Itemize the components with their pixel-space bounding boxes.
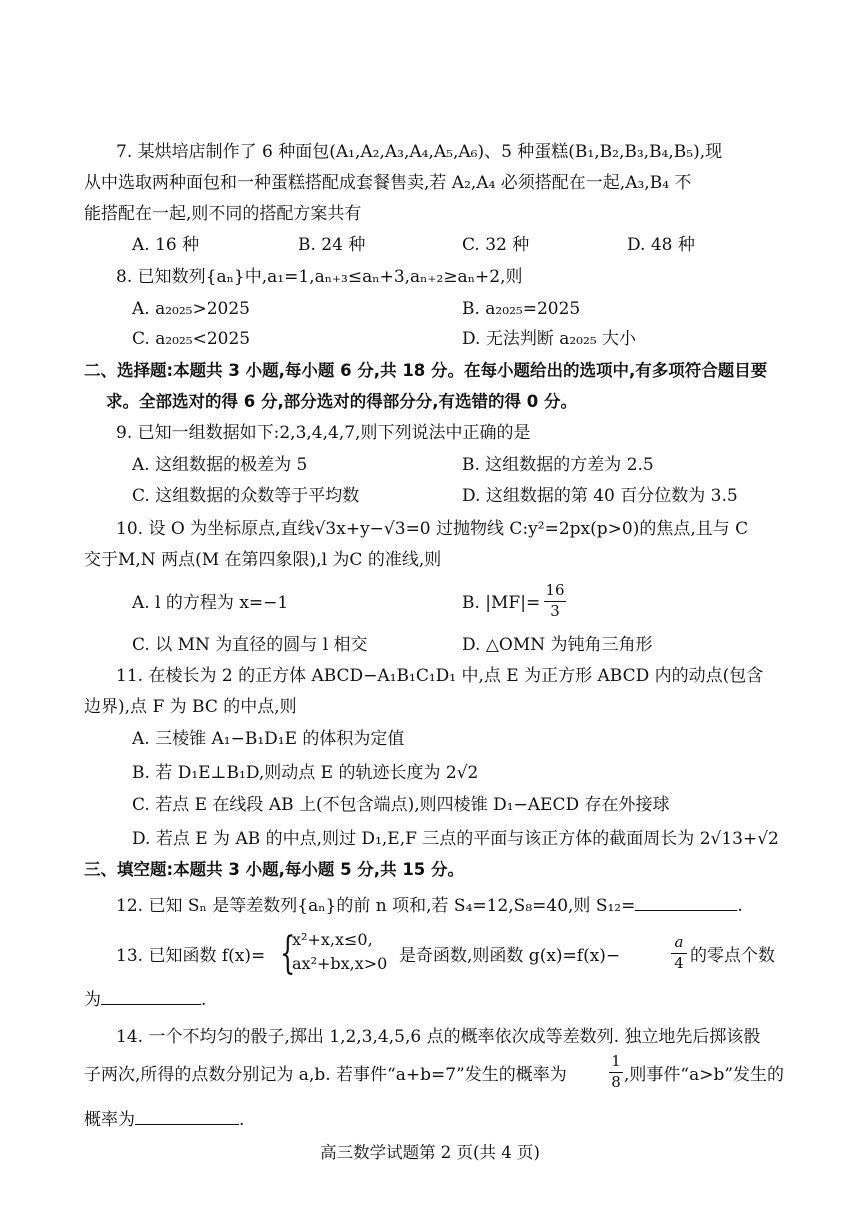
q11-option-b: B. 若 D₁E⊥B₁D,则动点 E 的轨迹长度为 2√2 [132, 763, 479, 783]
q13-case1: x²+x,x≤0, [292, 930, 373, 949]
page-footer: 高三数学试题第 2 页(共 4 页) [320, 1143, 540, 1162]
q8-stem: 8. 已知数列{aₙ}中,a₁=1,aₙ₊₃≤aₙ+3,aₙ₊₂≥aₙ+2,则 [116, 267, 523, 287]
q12-period: . [737, 896, 743, 916]
q10-option-b-numerator: 16 [545, 581, 565, 599]
q8-option-a: A. a₂₀₂₅>2025 [132, 299, 250, 319]
q12-text: 12. 已知 Sₙ 是等差数列{aₙ}的前 n 项和,若 S₄=12,S₈=40,则 S₁₂= [116, 896, 636, 916]
q9-option-c: C. 这组数据的众数等于平均数 [132, 486, 360, 506]
q14-period: . [239, 1110, 245, 1130]
q10-line1: 10. 设 O 为坐标原点,直线√3x+y−√3=0 过抛物线 C:y²=2px(p>0)的焦点,且与 C [116, 519, 749, 539]
q9-option-a: A. 这组数据的极差为 5 [132, 455, 308, 475]
q13-line2 [84, 988, 206, 1011]
q14-line1: 14. 一个不均匀的骰子,掷出 1,2,3,4,5,6 点的概率依次成等差数列. 独立地先后掷该骰 [116, 1027, 761, 1047]
q13-line1 [116, 928, 816, 982]
q11-line2: 边界),点 F 为 BC 的中点,则 [84, 697, 297, 717]
section-2-heading: 二、选择题:本题共 3 小题,每小题 6 分,共 18 分。在每小题给出的选项中,有多项符合题目要 [84, 361, 768, 380]
q10-option-b-label: B. |MF|= [462, 593, 541, 613]
q10-option-a: A. l 的方程为 x=−1 [132, 593, 289, 613]
q14-answer-blank[interactable] [135, 1108, 239, 1125]
q11-line1: 11. 在棱长为 2 的正方体 ABCD−A₁B₁C₁D₁ 中,点 E 为正方形 ABCD 内的动点(包含 [116, 666, 764, 686]
q12-stem [116, 894, 743, 917]
q9-option-b: B. 这组数据的方差为 2.5 [462, 455, 654, 475]
section-3-heading: 三、填空题:本题共 3 小题,每小题 5 分,共 15 分。 [84, 860, 465, 879]
q13-mid: 是奇函数,则函数 g(x)=f(x)− [399, 946, 621, 966]
q11-option-d: D. 若点 E 为 AB 的中点,则过 D₁,E,F 三点的平面与该正方体的截面周长为 2√13+√2 [132, 829, 779, 849]
q11-option-c: C. 若点 E 在线段 AB 上(不包含端点),则四棱锥 D₁−AECD 存在外接球 [132, 795, 670, 815]
q7-option-a: A. 16 种 [132, 235, 200, 255]
q14-frac-numerator: 1 [611, 1052, 621, 1070]
q13-case2: ax²+bx,x>0 [292, 954, 388, 973]
q10-line2: 交于M,N 两点(M 在第四象限),l 为C 的准线,则 [84, 550, 442, 570]
q8-option-b: B. a₂₀₂₅=2025 [462, 299, 581, 319]
q11-option-a: A. 三棱锥 A₁−B₁D₁E 的体积为定值 [132, 729, 405, 749]
q13-frac-denominator: 4 [674, 954, 684, 972]
q10-option-b-denominator: 3 [550, 602, 560, 620]
q14-line3 [84, 1108, 244, 1131]
q7-option-d: D. 48 种 [627, 235, 695, 255]
q13-prefix: 13. 已知函数 f(x)= [116, 946, 266, 966]
q14-frac-denominator: 8 [611, 1073, 621, 1091]
q8-option-d: D. 无法判断 a₂₀₂₅ 大小 [462, 329, 637, 349]
q7-line2: 从中选取两种面包和一种蛋糕搭配成套餐售卖,若 A₂,A₄ 必须搭配在一起,A₃,B₄ 不 [84, 173, 692, 193]
q7-option-c: C. 32 种 [462, 235, 530, 255]
q9-option-d: D. 这组数据的第 40 百分位数为 3.5 [462, 486, 738, 506]
q12-answer-blank[interactable] [635, 894, 737, 911]
q10-option-d: D. △OMN 为钝角三角形 [462, 635, 653, 655]
q7-line3: 能搭配在一起,则不同的搭配方案共有 [84, 204, 362, 224]
section-2-instructions: 求。全部选对的得 6 分,部分选对的得部分分,有选错的得 0 分。 [106, 392, 577, 411]
q7-option-b: B. 24 种 [298, 235, 366, 255]
q14-line2-prefix: 子两次,所得的点数分别记为 a,b. 若事件“a+b=7”发生的概率为 [84, 1065, 567, 1085]
q14-line3-prefix: 概率为 [84, 1110, 135, 1130]
q8-option-c: C. a₂₀₂₅<2025 [132, 329, 251, 349]
q9-stem: 9. 已知一组数据如下:2,3,4,4,7,则下列说法中正确的是 [116, 423, 531, 443]
q13-suffix: 的零点个数 [690, 946, 775, 966]
q13-period: . [201, 990, 207, 1010]
left-brace: { [280, 928, 296, 979]
q14-line2 [84, 1052, 804, 1096]
q13-line2-prefix: 为 [84, 990, 101, 1010]
q10-option-c: C. 以 MN 为直径的圆与 l 相交 [132, 635, 368, 655]
q14-line2-suffix: ,则事件“a>b”发生的 [624, 1065, 785, 1085]
q13-answer-blank[interactable] [101, 988, 201, 1005]
q7-line1: 7. 某烘培店制作了 6 种面包(A₁,A₂,A₃,A₄,A₅,A₆)、5 种蛋糕(B₁,B₂,B₃,B₄,B₅),现 [116, 142, 723, 162]
q13-frac-numerator: a [674, 933, 684, 951]
